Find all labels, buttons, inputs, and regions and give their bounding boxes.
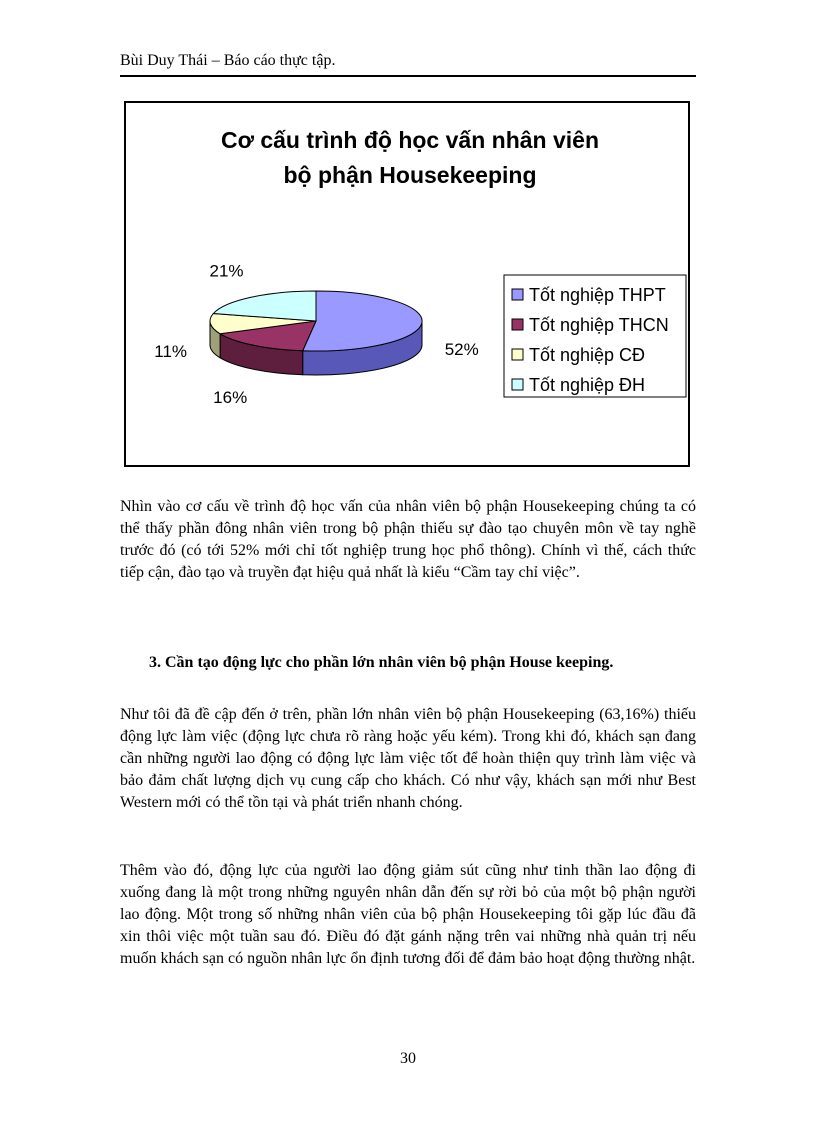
pie-label-3: 11% bbox=[154, 342, 188, 362]
legend-swatch-4 bbox=[512, 379, 523, 390]
chart-legend bbox=[504, 275, 686, 397]
education-pie-chart bbox=[124, 101, 690, 467]
page-number: 30 bbox=[400, 1050, 416, 1067]
paragraph-chart-analysis: Nhìn vào cơ cấu về trình độ học vấn của nhân viên bộ phận Housekeeping chúng ta có thể thấy phần đông nhân viên trong bộ phận thiếu sự đào tạo chuyên môn về tay nghề trước đó (có tới 52% mới chỉ tốt nghiệp trung học phổ thông). Chính vì thế, cách thức tiếp cận, đào tạo và truyền đạt hiệu quả nhất là kiểu “Cầm tay chỉ việc”. bbox=[120, 498, 696, 581]
paragraph-turnover: Thêm vào đó, động lực của người lao động giảm sút cũng như tinh thần lao động đi xuống đang là một trong những nguyên nhân dẫn đến sự rời bỏ của một bộ phận người lao động. Một trong số những nhân viên của bộ phận Housekeeping tôi gặp lúc đầu đã xin thôi việc một tuần sau đó. Điều đó đặt gánh nặng trên vai những nhà quản trị nếu muốn khách sạn có nguồn nhân lực ổn định tương đối để đảm bảo hoạt động thường nhật. bbox=[120, 862, 696, 967]
header-rule bbox=[120, 75, 696, 77]
legend-label-1: Tốt nghiệp THPT bbox=[529, 285, 666, 305]
legend-label-2: Tốt nghiệp THCN bbox=[529, 315, 669, 335]
legend-swatch-2 bbox=[512, 319, 523, 330]
pie-label-1: 52% bbox=[444, 340, 479, 360]
legend-swatch-1 bbox=[512, 289, 523, 300]
chart-title-line-2: bộ phận Housekeeping bbox=[283, 162, 537, 188]
legend-swatch-3 bbox=[512, 349, 523, 360]
paragraph-motivation: Như tôi đã đề cập đến ở trên, phần lớn nhân viên bộ phận Housekeeping (63,16%) thiếu động lực làm việc (động lực chưa rõ ràng hoặc yếu kém). Trong khi đó, khách sạn đang cần những người lao động có động lực làm việc tốt để hoàn thiện quy trình làm việc và bảo đảm chất lượng dịch vụ cung cấp cho khách. Có như vậy, khách sạn mới như Best Western mới có thể tồn tại và phát triển nhanh chóng. bbox=[120, 706, 696, 811]
section-heading: 3. Cần tạo động lực cho phần lớn nhân viên bộ phận House keeping. bbox=[149, 654, 614, 671]
legend-label-4: Tốt nghiệp ĐH bbox=[529, 375, 646, 395]
chart-title-line-1: Cơ cấu trình độ học vấn nhân viên bbox=[220, 127, 600, 153]
pie-label-4: 21% bbox=[209, 261, 244, 281]
running-header: Bùi Duy Thái – Báo cáo thực tập. bbox=[120, 52, 336, 69]
pie-plot bbox=[210, 291, 422, 375]
legend-label-3: Tốt nghiệp CĐ bbox=[529, 345, 646, 365]
pie-label-2: 16% bbox=[213, 387, 248, 407]
